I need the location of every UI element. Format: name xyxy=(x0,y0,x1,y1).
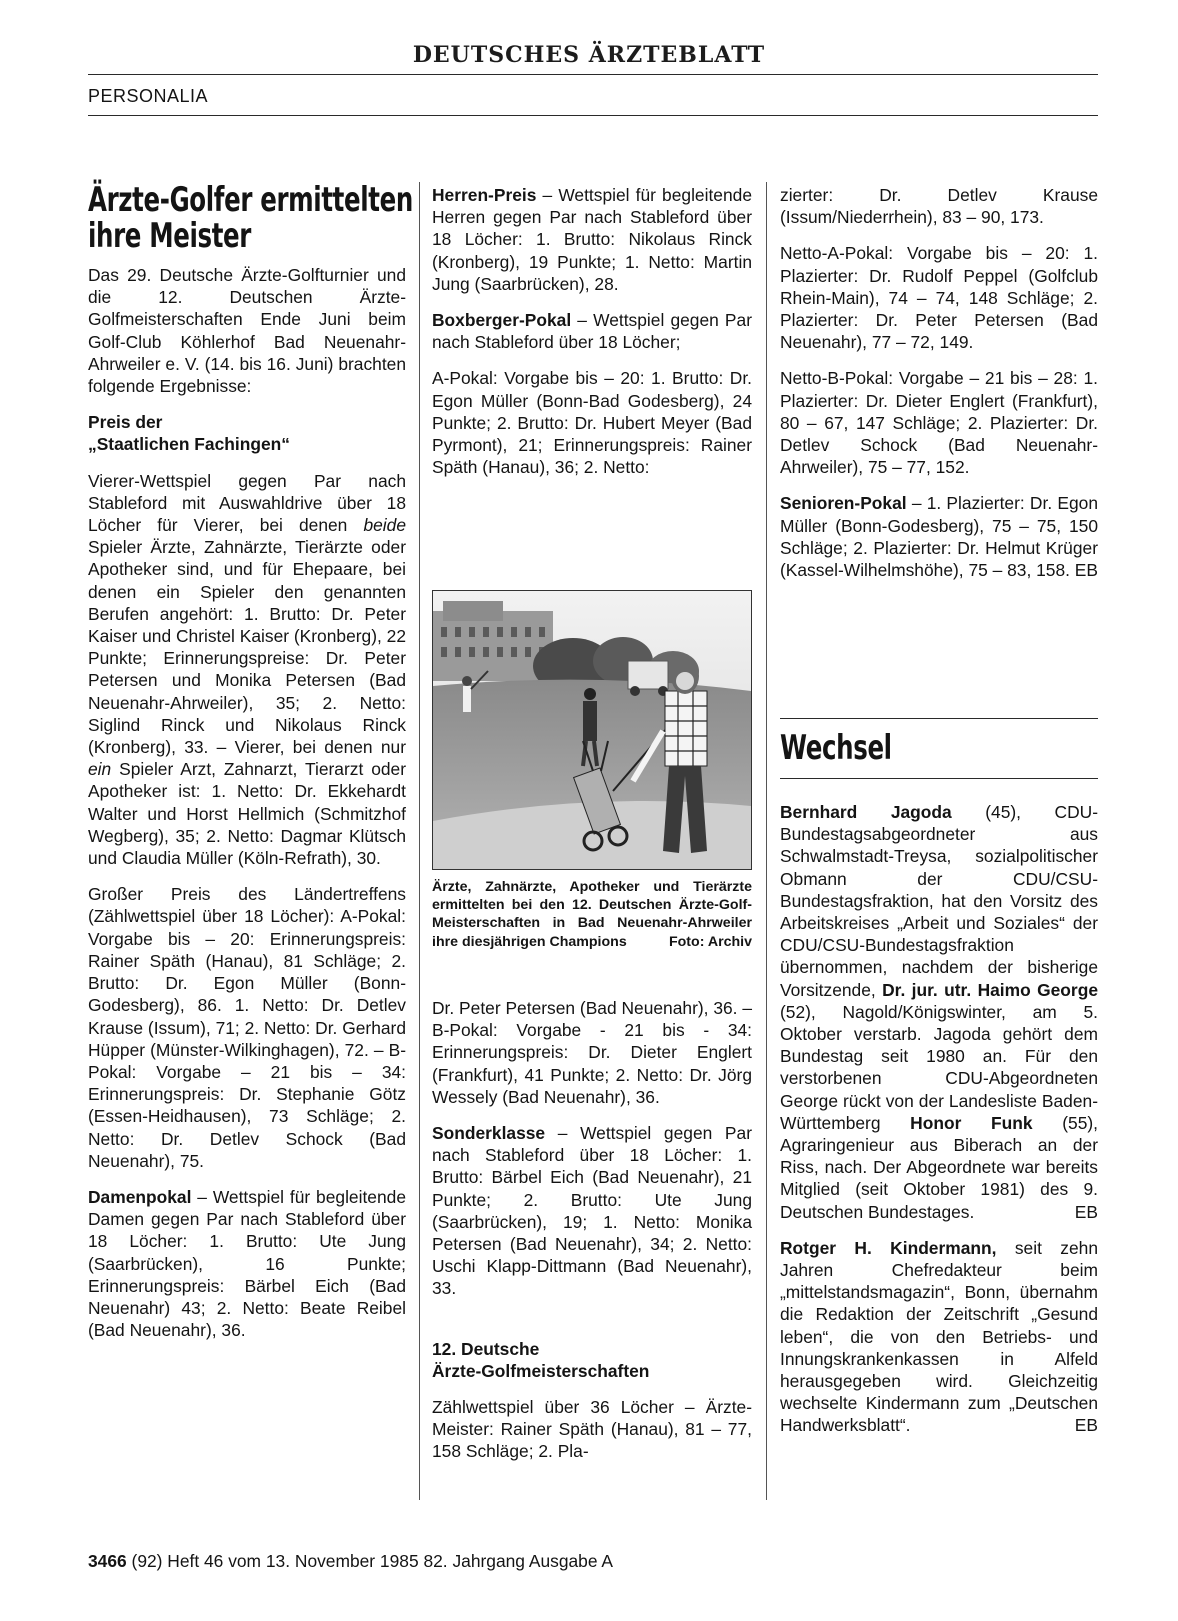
meister-continued: zierter: Dr. Detlev Krause (Issum/Niederrhein), 83 – 90, 173. xyxy=(780,185,1098,228)
column-3-bottom xyxy=(780,801,1098,1451)
column-2-bottom xyxy=(432,997,752,1477)
apokal-paragraph: A-Pokal: Vorgabe bis – 20: 1. Brutto: Dr. Egon Müller (Bonn-Bad Godesberg), 24 Punkte; 2. Brutto: Dr. Hubert Meyer (Bad Pyrmont), 21; Erinnerungspreis: Rainer Späth (Hanau), 36; 2. Netto: xyxy=(432,368,752,478)
wechsel-top-rule xyxy=(780,718,1098,719)
golf-photo xyxy=(432,590,752,870)
column-2 xyxy=(432,184,752,492)
signature: EB xyxy=(1074,1415,1098,1436)
wechsel-paragraph-1: Bernhard Jagoda (45), CDU-Bundestagsabgeordneter aus Schwalmstadt-Treysa, sozialpolitischer Obmann der CDU/CSU-Bundestagsfraktion, hat den Vorsitz des Arbeitskreises „Arbeit und Soziales“ der CDU/CSU-Bundestagsfraktion übernommen, nachdem der bisherige Vorsitzende, Dr. jur. utr. Haimo George (52), Nagold/Königswinter, am 5. Oktober verstarb. Jagoda gehört dem Bundestag seit 1980 an. Für den verstorbenen CDU-Abgeordneten George rückt von der Landesliste Baden-Württemberg Honor Funk (55), Agraringenieur aus Biberach an der Riss, nach. Der Abgeordnete war bereits Mitglied (seit Oktober 1981) des 9. Deutschen Bundestages. EB xyxy=(780,802,1098,1222)
wechsel-paragraph-2: Rotger H. Kindermann, seit zehn Jahren Chefredakteur beim „mittelstandsmagazin“, Bonn, übernahm die Redaktion der Zeitschrift „Gesund leben“, die von den Betriebs- und Innungskrankenkassen in Alfeld herausgegeben wird. Gleichzeitig wechselte Kindermann zum „Deutschen Handwerksblatt“. EB xyxy=(780,1237,1098,1436)
grosser-preis-paragraph: Großer Preis des Ländertreffens (Zählwettspiel über 18 Löcher): A-Pokal: Vorgabe bis – 20: Erinnerungspreis: Rainer Späth (Hanau), 81 Schläge; 2. Brutto: Dr. Egon Müller (Bonn-Godesberg), 86. 1. Netto: Dr. Detlev Krause (Issum), 71; 2. Netto: Dr. Gerhard Hüpper (Münster-Wilkinghagen), 72. – B-Pokal: Vorgabe – 21 bis – 34: Erinnerungspreis: Dr. Stephanie Götz (Essen-Heidhausen), 73 Schläge; 2. Netto: Dr. Detlev Schock (Bad Neuenahr), 75. xyxy=(88,884,406,1171)
signature: EB xyxy=(1074,1201,1098,1222)
column-divider-2 xyxy=(766,182,767,1500)
signature: EB xyxy=(1074,560,1098,581)
netto-b-paragraph: Netto-B-Pokal: Vorgabe – 21 bis – 28: 1. Plazierter: Dr. Dieter Englert (Frankfurt), 80 – 67, 147 Schläge; 2. Plazierter: Dr. Detlev Schock (Bad Neuenahr-Ahrweiler), 75 – 77, 152. xyxy=(780,368,1098,478)
wechsel-bottom-rule xyxy=(780,778,1098,779)
photo-credit: Foto: Archiv xyxy=(668,933,752,950)
section-label: PERSONALIA xyxy=(88,86,209,106)
meisterschaften-paragraph: Zählwettspiel über 36 Löcher – Ärzte-Meister: Rainer Späth (Hanau), 81 – 77, 158 Schläge; 2. Pla- xyxy=(432,1397,752,1462)
article-headline: Ärzte-Golfer ermittelten ihre Meister xyxy=(88,180,413,256)
masthead-rule xyxy=(88,74,1098,75)
masthead: DEUTSCHES ÄRZTEBLATT xyxy=(412,42,766,68)
golf-photo-image xyxy=(433,591,751,869)
wechsel-headline: Wechsel xyxy=(780,728,892,768)
column-1 xyxy=(88,264,406,1355)
herren-paragraph: Herren-Preis – Wettspiel für begleitende Herren gegen Par nach Stableford über 18 Löcher: 1. Brutto: Nikolaus Rinck (Kronberg), 19 Punkte; 1. Netto: Martin Jung (Saarbrücken), 28. xyxy=(432,185,752,294)
page-footer xyxy=(88,1551,613,1572)
senioren-paragraph: Senioren-Pokal – 1. Plazierter: Dr. Egon Müller (Bonn-Godesberg), 75 – 75, 150 Schläge; 2. Plazierter: Dr. Helmut Krüger (Kassel-Wilhelmshöhe), 75 – 83, 158. EB xyxy=(780,493,1098,581)
column-divider-1 xyxy=(419,182,420,1500)
column-3 xyxy=(780,184,1098,595)
preis-heading: Preis der „Staatlichen Fachingen“ xyxy=(88,412,290,455)
photo-caption: Ärzte, Zahnärzte, Apotheker und Tierärzte ermittelten bei den 12. Deutschen Ärzte-Golf-Meisterschaften in Bad Neuenahr-Ahrweiler ihre diesjährigen Champions Foto: Archiv xyxy=(432,879,752,950)
sonderklasse-paragraph: Sonderklasse – Wettspiel gegen Par nach Stableford über 18 Löcher: 1. Brutto: Bärbel Eich (Bad Neuenahr), 21 Punkte; 2. Brutto: Ute Jung (Saarbrücken), 19; 1. Netto: Monika Petersen (Bad Neuenahr), 34; 2. Netto: Uschi Klapp-Dittmann (Bad Neuenahr), 33. xyxy=(432,1123,752,1299)
intro-paragraph: Das 29. Deutsche Ärzte-Golfturnier und die 12. Deutschen Ärzte-Golfmeisterschaften Ende Juni beim Golf-Club Köhlerhof Bad Neuenahr-Ahrweiler e. V. (14. bis 16. Juni) brachten folgende Ergebnisse: xyxy=(88,265,406,397)
netto-a-paragraph: Netto-A-Pokal: Vorgabe bis – 20: 1. Plazierter: Dr. Rudolf Peppel (Golfclub Rhein-Main), 74 – 74, 148 Schläge; 2. Plazierter: Dr. Peter Petersen (Bad Neuenahr), 77 – 72, 149. xyxy=(780,243,1098,353)
damenpokal-paragraph: Damenpokal – Wettspiel für begleitende Damen gegen Par nach Stableford über 18 Löcher: 1. Brutto: Ute Jung (Saarbrücken), 16 Punkte; Erinnerungspreis: Bärbel Eich (Bad Neuenahr) 43; 2. Netto: Beate Reibel (Bad Neuenahr), 36. xyxy=(88,1186,406,1341)
section-rule xyxy=(88,115,1098,116)
preis-paragraph: Vierer-Wettspiel gegen Par nach Stableford mit Auswahldrive über 18 Löcher für Vierer, bei denen beide Spieler Ärzte, Zahnärzte, Tierärzte oder Apotheker sind, und für Ehepaare, bei denen ein Spieler den genannten Berufen angehört: 1. Brutto: Dr. Peter Kaiser und Christel Kaiser (Kronberg), 22 Punkte; Erinnerungspreise: Dr. Peter Petersen und Monika Petersen (Bad Neuenahr-Ahrweiler), 35; 2. Netto: Siglind Rinck und Nikolaus Rinck (Kronberg), 33. – Vierer, bei denen nur ein Spieler Arzt, Zahnarzt, Tierarzt oder Apotheker ist: 1. Netto: Dr. Ekkehardt Walter und Horst Hellmich (Schmitzhof Wegberg), 35; 2. Netto: Dagmar Klütsch und Claudia Müller (Köln-Refrath), 30. xyxy=(88,470,407,869)
boxberger-paragraph: Boxberger-Pokal – Wettspiel gegen Par nach Stableford über 18 Löcher; xyxy=(432,310,752,353)
meisterschaften-heading: 12. Deutsche Ärzte-Golfmeisterschaften xyxy=(432,1338,650,1381)
issue-info: (92) Heft 46 vom 13. November 1985 82. Jahrgang Ausgabe A xyxy=(131,1551,613,1571)
page-number: 3466 xyxy=(88,1551,127,1571)
apokal-continued: Dr. Peter Petersen (Bad Neuenahr), 36. – B-Pokal: Vorgabe - 21 bis - 34: Erinnerungspreis: Dr. Dieter Englert (Frankfurt), 41 Punkte; 2. Netto: Dr. Jörg Wessely (Bad Neuenahr), 36. xyxy=(432,998,752,1107)
